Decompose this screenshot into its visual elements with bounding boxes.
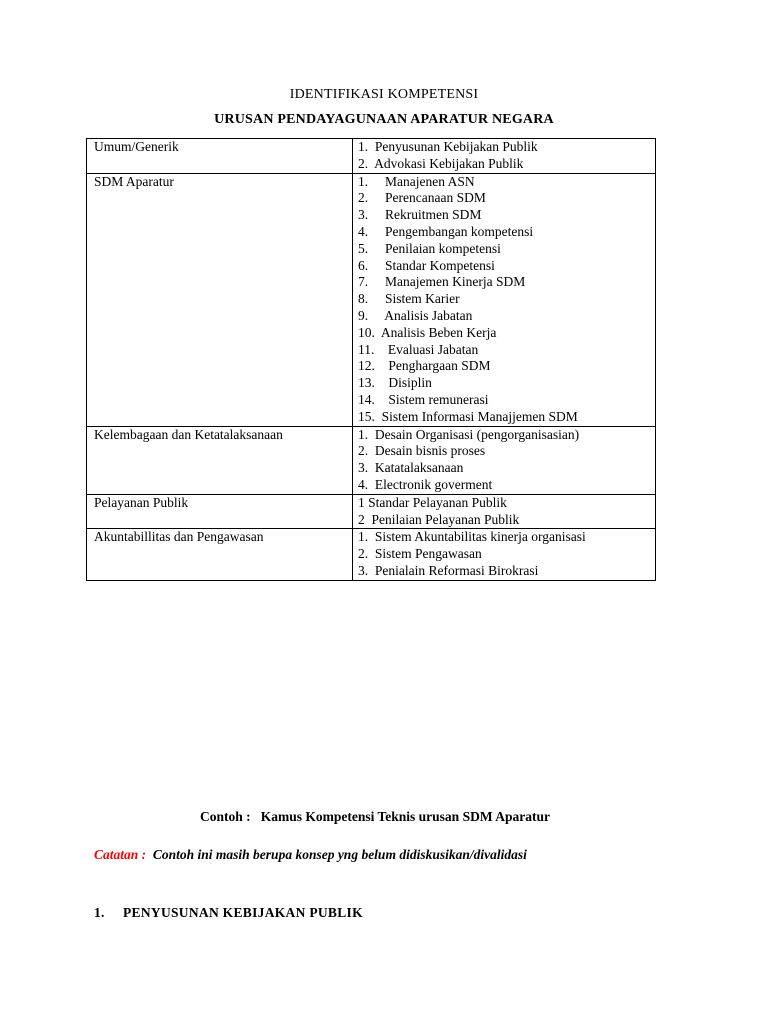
note-text: Contoh ini masih berupa konsep yng belum didiskusikan/divalidasi <box>152 847 527 862</box>
items-cell <box>353 529 656 580</box>
list-item: 2. Desain bisnis proses <box>358 443 486 459</box>
table-row <box>87 139 656 174</box>
category-cell: Akuntabillitas dan Pengawasan <box>87 529 353 580</box>
list-item: 7. Manajemen Kinerja SDM <box>358 274 526 290</box>
list-item: 3. Penialain Reformasi Birokrasi <box>358 562 539 578</box>
items-cell <box>353 426 656 494</box>
section-heading <box>94 905 363 921</box>
category-cell: SDM Aparatur <box>87 173 353 426</box>
list-item: 15. Sistem Informasi Manajjemen SDM <box>358 408 578 424</box>
note-line <box>94 847 527 863</box>
section-number: 1. <box>94 905 105 920</box>
items-cell <box>353 139 656 174</box>
list-item: 1. Manajenen ASN <box>358 173 475 189</box>
list-item: 9. Analisis Jabatan <box>358 307 473 323</box>
list-item: 2 Penilaian Pelayanan Publik <box>358 511 520 527</box>
table-row <box>87 529 656 580</box>
list-item: 1 Standar Pelayanan Publik <box>358 494 507 510</box>
document-title: IDENTIFIKASI KOMPETENSI <box>289 87 479 102</box>
list-item: 2. Perencanaan SDM <box>358 190 486 206</box>
document-subtitle: URUSAN PENDAYAGUNAAN APARATUR NEGARA <box>214 112 554 127</box>
list-item: 3. Rekruitmen SDM <box>358 207 482 223</box>
list-item: 2. Sistem Pengawasan <box>358 546 482 562</box>
list-item: 4. Electronik goverment <box>358 476 493 492</box>
competency-table <box>86 138 656 581</box>
list-item: 11. Evaluasi Jabatan <box>358 341 479 357</box>
list-item: 3. Katatalaksanaan <box>358 460 464 476</box>
list-item: 1. Penyusunan Kebijakan Publik <box>358 139 538 154</box>
list-item: 10. Analisis Beben Kerja <box>358 324 497 340</box>
note-label: Catatan : <box>94 847 147 862</box>
section-heading-text: PENYUSUNAN KEBIJAKAN PUBLIK <box>123 905 363 920</box>
category-cell: Kelembagaan dan Ketatalaksanaan <box>87 426 353 494</box>
list-item: 1. Desain Organisasi (pengorganisasian) <box>358 426 580 442</box>
list-item: 8. Sistem Karier <box>358 291 460 307</box>
list-item: 12. Penghargaan SDM <box>358 358 491 374</box>
table-row <box>87 173 656 426</box>
category-cell: Umum/Generik <box>87 139 353 174</box>
items-cell <box>353 173 656 426</box>
category-cell: Pelayanan Publik <box>87 494 353 529</box>
list-item: 14. Sistem remunerasi <box>358 391 489 407</box>
list-item: 5. Penilaian kompetensi <box>358 240 501 256</box>
table-row <box>87 426 656 494</box>
list-item: 1. Sistem Akuntabilitas kinerja organisasi <box>358 529 586 545</box>
list-item: 13. Disiplin <box>358 375 432 391</box>
items-cell <box>353 494 656 529</box>
example-caption: Contoh : Kamus Kompetensi Teknis urusan SDM Aparatur <box>200 809 550 824</box>
list-item: 6. Standar Kompetensi <box>358 257 495 273</box>
list-item: 4. Pengembangan kompetensi <box>358 223 534 239</box>
table-row <box>87 494 656 529</box>
list-item: 2. Advokasi Kebijakan Publik <box>358 155 524 171</box>
